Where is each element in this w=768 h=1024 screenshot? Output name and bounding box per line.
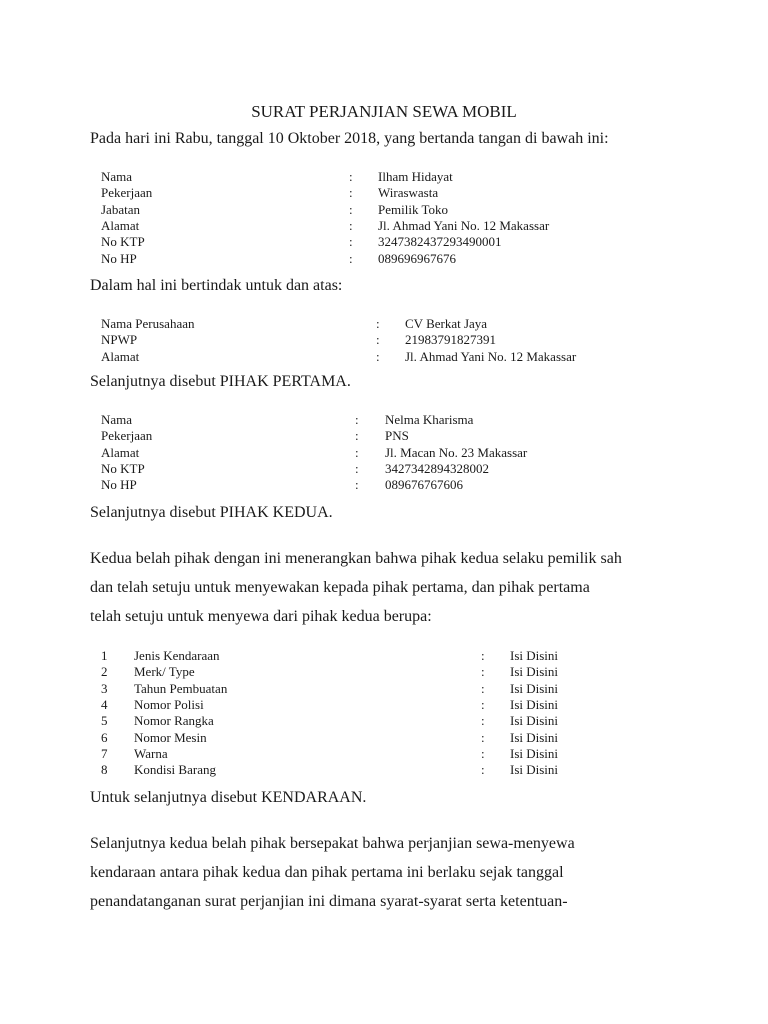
- row-value: Ilham Hidayat: [378, 169, 453, 184]
- row-label: Nomor Polisi: [134, 696, 204, 712]
- party2-reference: Selanjutnya disebut PIHAK KEDUA.: [90, 504, 333, 521]
- row-label: Merk/ Type: [134, 664, 195, 680]
- row-separator: :: [355, 428, 359, 444]
- row-separator: :: [481, 713, 485, 729]
- row-value: Isi Disini: [510, 664, 559, 680]
- row-value: Wiraswasta: [378, 185, 439, 201]
- detail-row: [0, 445, 768, 461]
- row-separator: :: [376, 348, 380, 364]
- row-value: Isi Disini: [510, 680, 559, 696]
- row-separator: :: [481, 680, 485, 696]
- row-value: Isi Disini: [510, 762, 559, 778]
- row-label: Tahun Pembuatan: [134, 680, 228, 696]
- row-separator: :: [355, 477, 359, 493]
- row-value: Jl. Ahmad Yani No. 12 Makassar: [405, 348, 577, 364]
- row-number: 7: [101, 745, 108, 761]
- row-label: Nama: [101, 169, 133, 184]
- row-label: Nama Perusahaan: [101, 316, 195, 331]
- row-label: Nama: [101, 412, 133, 427]
- row-label: Nomor Rangka: [134, 713, 214, 729]
- row-separator: :: [349, 250, 353, 266]
- row-separator: :: [349, 185, 353, 201]
- row-number: 1: [101, 648, 108, 663]
- detail-row: [0, 762, 768, 778]
- row-label: No HP: [101, 477, 137, 493]
- row-label: NPWP: [101, 332, 138, 348]
- detail-row: [0, 185, 768, 201]
- row-value: Nelma Kharisma: [385, 412, 474, 427]
- row-value: Isi Disini: [510, 729, 559, 745]
- row-label: Alamat: [101, 348, 140, 364]
- detail-row: [0, 202, 768, 218]
- detail-row: [0, 746, 768, 762]
- row-separator: :: [376, 316, 380, 331]
- row-number: 5: [101, 713, 108, 729]
- detail-row: [0, 477, 768, 493]
- row-value: Isi Disini: [510, 696, 559, 712]
- row-number: 3: [101, 680, 108, 696]
- row-number: 2: [101, 664, 108, 680]
- row-separator: :: [481, 664, 485, 680]
- agreement-line: penandatanganan surat perjanjian ini dimana syarat-syarat serta ketentuan-: [90, 893, 568, 910]
- row-separator: :: [376, 332, 380, 348]
- row-value: Pemilik Toko: [378, 201, 448, 217]
- detail-row: [0, 681, 768, 697]
- row-value: 3427342894328002: [385, 460, 489, 476]
- row-value: Isi Disini: [510, 648, 559, 663]
- row-label: Kondisi Barang: [134, 762, 216, 778]
- row-number: 4: [101, 696, 108, 712]
- intro-paragraph: Pada hari ini Rabu, tanggal 10 Oktober 2018, yang bertanda tangan di bawah ini:: [90, 130, 609, 147]
- agreement-line: Selanjutnya kedua belah pihak bersepakat bahwa perjanjian sewa-menyewa: [90, 835, 575, 852]
- row-label: Jabatan: [101, 201, 140, 217]
- row-separator: :: [355, 460, 359, 476]
- detail-row: [0, 332, 768, 348]
- statement-line: telah setuju untuk menyewa dari pihak kedua berupa:: [90, 608, 432, 625]
- row-value: CV Berkat Jaya: [405, 316, 488, 331]
- row-separator: :: [349, 234, 353, 250]
- row-value: 3247382437293490001: [378, 234, 502, 250]
- row-label: Pekerjaan: [101, 428, 153, 444]
- row-label: Alamat: [101, 444, 140, 460]
- row-label: No KTP: [101, 460, 145, 476]
- detail-row: [0, 461, 768, 477]
- row-value: 089676767606: [385, 477, 463, 493]
- detail-row: [0, 412, 768, 428]
- row-value: Jl. Macan No. 23 Makassar: [385, 444, 528, 460]
- detail-row: [0, 349, 768, 365]
- row-value: Isi Disini: [510, 713, 559, 729]
- row-value: 089696967676: [378, 250, 456, 266]
- row-value: Isi Disini: [510, 745, 559, 761]
- detail-row: [0, 713, 768, 729]
- detail-row: [0, 648, 768, 664]
- row-separator: :: [481, 745, 485, 761]
- detail-row: [0, 218, 768, 234]
- detail-row: [0, 316, 768, 332]
- row-separator: :: [481, 696, 485, 712]
- row-separator: :: [349, 217, 353, 233]
- row-number: 8: [101, 762, 108, 778]
- party1-reference: Selanjutnya disebut PIHAK PERTAMA.: [90, 373, 351, 390]
- row-label: Nomor Mesin: [134, 729, 207, 745]
- statement-line: Kedua belah pihak dengan ini menerangkan bahwa pihak kedua selaku pemilik sah: [90, 550, 622, 567]
- detail-row: [0, 730, 768, 746]
- row-separator: :: [355, 412, 359, 427]
- detail-row: [0, 251, 768, 267]
- statement-line: dan telah setuju untuk menyewakan kepada pihak pertama, dan pihak pertama: [90, 579, 590, 596]
- acting-for-paragraph: Dalam hal ini bertindak untuk dan atas:: [90, 277, 343, 294]
- row-label: Alamat: [101, 217, 140, 233]
- row-label: No HP: [101, 250, 137, 266]
- vehicle-reference: Untuk selanjutnya disebut KENDARAAN.: [90, 789, 367, 806]
- row-number: 6: [101, 729, 108, 745]
- row-value: Jl. Ahmad Yani No. 12 Makassar: [378, 217, 550, 233]
- row-label: Jenis Kendaraan: [134, 648, 220, 663]
- row-separator: :: [349, 169, 353, 184]
- agreement-line: kendaraan antara pihak kedua dan pihak pertama ini berlaku sejak tanggal: [90, 864, 564, 881]
- row-label: Pekerjaan: [101, 185, 153, 201]
- detail-row: [0, 234, 768, 250]
- detail-row: [0, 697, 768, 713]
- row-separator: :: [349, 201, 353, 217]
- row-value: PNS: [385, 428, 409, 444]
- row-value: 21983791827391: [405, 332, 496, 348]
- row-separator: :: [481, 648, 485, 663]
- row-label: Warna: [134, 745, 168, 761]
- row-separator: :: [481, 729, 485, 745]
- row-label: No KTP: [101, 234, 145, 250]
- row-separator: :: [355, 444, 359, 460]
- row-separator: :: [481, 762, 485, 778]
- detail-row: [0, 664, 768, 680]
- detail-row: [0, 428, 768, 444]
- detail-row: [0, 169, 768, 185]
- document-title: SURAT PERJANJIAN SEWA MOBIL: [251, 102, 517, 121]
